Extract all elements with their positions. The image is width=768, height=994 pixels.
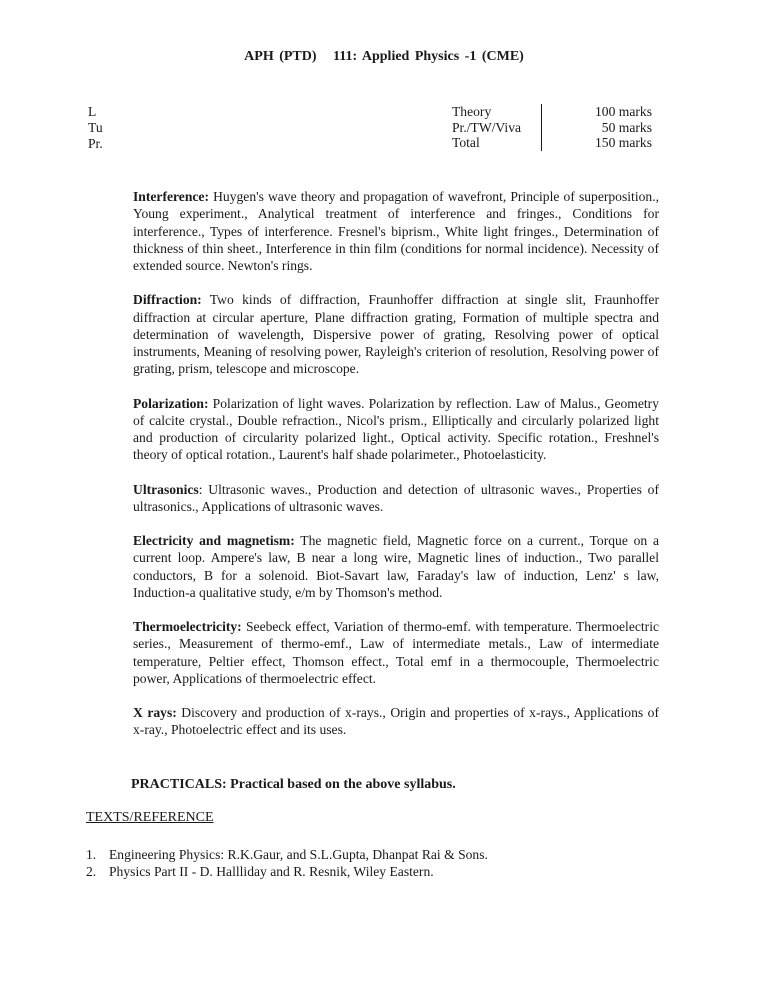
hours-list [88,104,103,152]
references-heading: TEXTS/REFERENCE [86,810,214,825]
page-title: APH (PTD) 111: Applied Physics -1 (CME) [244,49,524,64]
hours-lecture: L [88,104,97,119]
list-item [86,863,488,880]
section-polarization [133,395,659,464]
marks-value: 150 marks [594,135,652,150]
marks-label: Total [452,135,480,150]
marks-row-practical [452,120,652,136]
list-item [86,846,488,863]
section-body: The magnetic field, Magnetic force on a current., Torque on a current loop. Ampere's law, B near a long wire, Magnetic lines of induction., Two parallel conductors, B for a solenoid. Biot-Savart law, Faraday's law of induction, Lenz' s law, Induction-a qualitative study, e/m by Thomson's method. [133,532,659,600]
section-thermoelectricity [133,618,659,687]
section-body: : Ultrasonic waves., Production and detection of ultrasonic waves., Properties of ultrasonics., Applications of ultrasonic waves. [133,481,659,514]
syllabus-sections [133,188,659,755]
section-heading: Interference: [133,189,209,204]
references-list [86,846,488,880]
section-body: Huygen's wave theory and propagation of wavefront, Principle of superposition., Young experiment., Analytical treatment of interference and fringes., Conditions for interference., Types of interference. Fresnel's biprism., White light fringes., Determination of thickness of thin sheet., Interference in thin film (conditions for normal incidence). Necessity of extended source. Newton's rings. [133,189,659,274]
section-body: Two kinds of diffraction, Fraunhoffer diffraction at single slit, Fraunhoffer diffraction at circular aperture, Plane diffraction grating, Formation of multiple spectra and determination of wavelength, Dispersive power of grating, Resolving power of optical instruments, Meaning of resolving power, Rayleigh's criterion of resolution, Resolving power of grating, prism, telescope and microscope. [133,292,659,377]
list-number: 1. [86,847,97,862]
section-heading: Electricity and magnetism: [133,532,295,548]
section-body: Polarization of light waves. Polarization by reflection. Law of Malus., Geometry of calcite crystal., Double refraction., Nicol's prism., Elliptically and circularly polarized light and production of circularity polarized light., Optical activity. Specific rotation., Freshnel's theory of optical rotation., Laurent's half shade polarimeter., Photoelasticity. [133,395,659,463]
section-diffraction [133,291,659,377]
list-number: 2. [86,864,97,879]
section-heading: Thermoelectricity: [133,618,242,634]
hours-practical: Pr. [88,136,103,151]
section-electricity-magnetism [133,532,659,601]
marks-table [452,104,652,151]
reference-text: Physics Part II - D. Hallliday and R. Resnik, Wiley Eastern. [109,864,434,879]
marks-label: Pr./TW/Viva [452,119,522,135]
marks-value: 50 marks [601,119,652,135]
practicals-note: PRACTICALS: Practical based on the above syllabus. [131,777,456,792]
marks-value: 100 marks [594,104,652,119]
marks-row-total [452,135,652,151]
section-heading: Ultrasonics [133,481,199,497]
hours-tutorial: Tu [88,120,103,135]
section-body: Discovery and production of x-rays., Origin and properties of x-rays., Applications of x-ray., Photoelectric effect and its uses. [133,704,659,738]
section-interference [133,188,659,274]
section-heading: Polarization: [133,395,209,411]
section-body: Seebeck effect, Variation of thermo-emf. with temperature. Thermoelectric series., Measurement of thermo-emf., Law of intermediate metals., Law of intermediate temperature, Peltier effect, Thomson effect., Total emf in a thermocouple, Thermoelectric power, Applications of thermoelectric effect. [133,618,659,686]
section-heading: Diffraction: [133,292,202,308]
section-heading: X rays: [133,704,177,720]
marks-divider [541,104,542,151]
reference-text: Engineering Physics: R.K.Gaur, and S.L.Gupta, Dhanpat Rai & Sons. [109,847,488,862]
section-x-rays [133,704,659,739]
section-ultrasonics [133,481,659,516]
marks-label: Theory [452,104,492,119]
marks-row-theory [452,104,652,120]
